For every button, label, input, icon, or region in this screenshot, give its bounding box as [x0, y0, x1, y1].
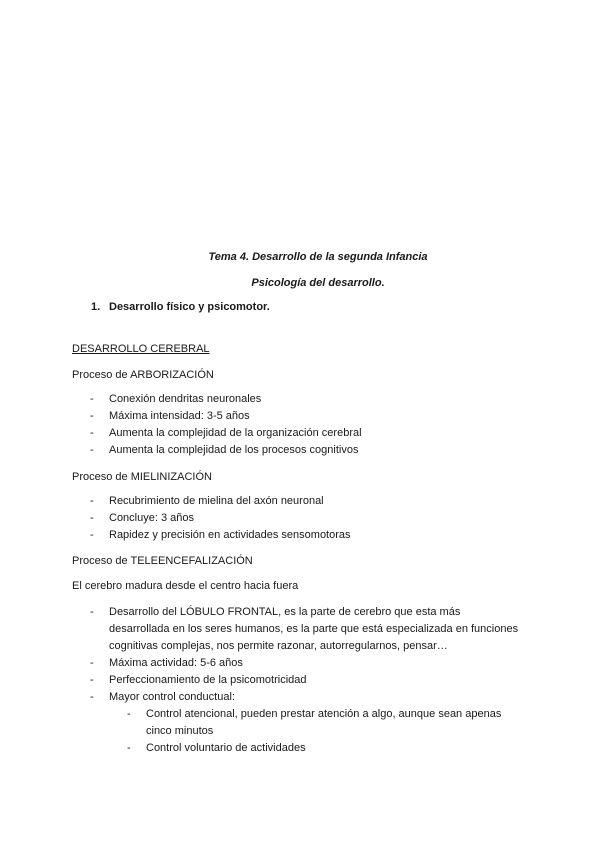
- teleencefalizacion-heading: Proceso de TELEENCEFALIZACIÓN: [72, 555, 253, 567]
- document-title: Tema 4. Desarrollo de la segunda Infancia: [208, 251, 428, 263]
- section-heading: [91, 299, 270, 316]
- list-item-text: Mayor control conductual:: [109, 691, 235, 703]
- teleencefalizacion-intro: El cerebro madura desde el centro hacia fuera: [72, 580, 299, 592]
- mielinizacion-heading: Proceso de MIELINIZACIÓN: [72, 471, 212, 483]
- list-item: - Conexión dendritas neuronales: [72, 391, 519, 408]
- list-item: - Perfeccionamiento de la psicomotricidad: [72, 672, 519, 689]
- mielinizacion-list: [72, 493, 519, 544]
- section-number: 1.: [91, 301, 101, 313]
- list-item: - Máxima intensidad: 3-5 años: [72, 408, 519, 425]
- list-item-with-sublist: [72, 689, 519, 757]
- teleencefalizacion-list: [72, 604, 519, 757]
- sublist-item: - Control atencional, pueden prestar atención a algo, aunque sean apenas cinco minutos: [109, 706, 529, 740]
- subsection-heading: DESARROLLO CEREBRAL: [72, 343, 210, 355]
- list-item: - Aumenta la complejidad de la organización cerebral: [72, 425, 519, 442]
- list-item: - Aumenta la complejidad de los procesos cognitivos: [72, 442, 519, 459]
- list-item: - Concluye: 3 años: [72, 510, 519, 527]
- sublist-item: - Control voluntario de actividades: [109, 740, 529, 757]
- list-item: - Máxima actividad: 5-6 años: [72, 655, 519, 672]
- section-heading-text: Desarrollo físico y psicomotor.: [109, 301, 270, 313]
- arborizacion-list: [72, 391, 519, 459]
- arborizacion-heading: Proceso de ARBORIZACIÓN: [72, 369, 214, 381]
- document-subtitle: Psicología del desarrollo.: [251, 277, 385, 289]
- list-item: - Rapidez y precisión en actividades sensomotoras: [72, 527, 519, 544]
- list-item: - Desarrollo del LÓBULO FRONTAL, es la parte de cerebro que esta más desarrollada en los seres humanos, es la parte que está especializada en funciones cognitivas complejas, nos permite razonar, autorregularnos, pensar…: [72, 604, 519, 655]
- sublist: [109, 706, 519, 757]
- list-item: - Recubrimiento de mielina del axón neuronal: [72, 493, 519, 510]
